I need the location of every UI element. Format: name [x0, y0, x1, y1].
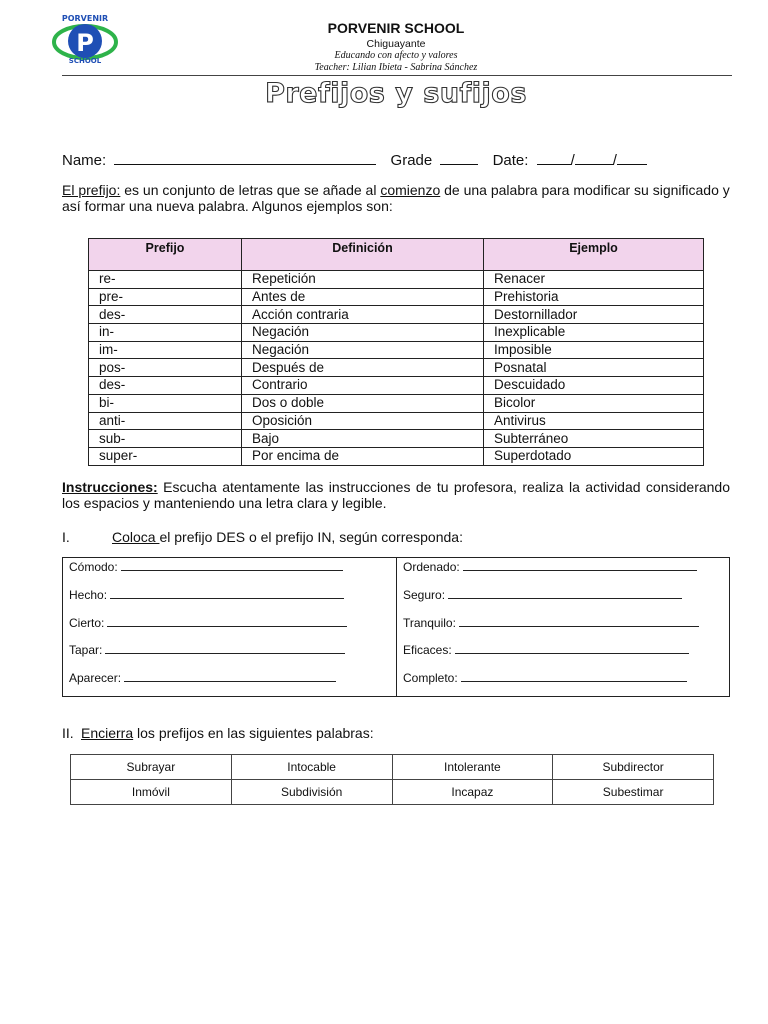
- student-info-line: [62, 150, 647, 169]
- definition-cell: Negación: [242, 341, 484, 359]
- fill-blank[interactable]: [107, 615, 347, 627]
- date-label: Date:: [492, 152, 529, 169]
- intro-term: El prefijo:: [62, 182, 121, 198]
- intro-text: es un conjunto de letras que se añade al: [120, 182, 381, 198]
- fill-item-label: Tapar:: [69, 643, 103, 657]
- example-cell: Bicolor: [484, 394, 704, 412]
- fill-item: [403, 642, 689, 657]
- word-cell[interactable]: Subestimar: [553, 780, 714, 805]
- fill-item: [69, 642, 345, 657]
- section-2-numeral: II.: [62, 725, 74, 741]
- fill-item-label: Completo:: [403, 671, 458, 685]
- date-slash: /: [570, 152, 575, 169]
- definition-cell: Repetición: [242, 271, 484, 289]
- prefix-cell: bi-: [89, 394, 242, 412]
- logo-text-bottom: SCHOOL: [68, 57, 102, 64]
- prefix-table-row: [89, 271, 704, 289]
- prefix-table-row: [89, 412, 704, 430]
- word-cell[interactable]: Inmóvil: [71, 780, 232, 805]
- definition-cell: Dos o doble: [242, 394, 484, 412]
- definition-cell: Negación: [242, 324, 484, 342]
- header-prefijo: Prefijo: [89, 239, 242, 271]
- example-cell: Antivirus: [484, 412, 704, 430]
- date-day-blank[interactable]: [537, 150, 571, 165]
- date-slash: /: [612, 152, 617, 169]
- prefix-table: [88, 238, 704, 466]
- fill-blank[interactable]: [455, 642, 689, 654]
- name-label: Name:: [62, 152, 107, 169]
- definition-cell: Por encima de: [242, 447, 484, 465]
- words-table: [70, 754, 714, 805]
- prefix-cell: in-: [89, 324, 242, 342]
- prefix-table-row: [89, 394, 704, 412]
- fill-item: [403, 670, 687, 685]
- fill-item-label: Ordenado:: [403, 560, 460, 574]
- fill-blank[interactable]: [110, 587, 344, 599]
- school-name: PORVENIR SCHOOL: [327, 20, 465, 36]
- school-motto: Educando con afecto y valores: [334, 50, 458, 61]
- fill-item: [69, 615, 347, 630]
- fill-item-label: Aparecer:: [69, 671, 122, 685]
- instructions-text: Escucha atentamente las instrucciones de tu profesora, realiza la actividad considerando los espacios y manteniendo una letra clara y legible.: [62, 479, 730, 511]
- fill-item-label: Cierto:: [69, 616, 105, 630]
- prefix-cell: sub-: [89, 430, 242, 448]
- fill-item-label: Hecho:: [69, 588, 108, 602]
- prefix-table-row: [89, 288, 704, 306]
- prefix-table-row: [89, 306, 704, 324]
- fill-item: [403, 587, 682, 602]
- section-1-numeral: I.: [62, 529, 70, 545]
- fill-item: [69, 559, 343, 574]
- example-cell: Subterráneo: [484, 430, 704, 448]
- section-1-verb: Coloca: [112, 529, 160, 545]
- example-cell: Renacer: [484, 271, 704, 289]
- prefix-table-row: [89, 377, 704, 395]
- example-cell: Destornillador: [484, 306, 704, 324]
- section-2-heading: [62, 725, 730, 741]
- worksheet-title: Prefijos y sufijos: [265, 78, 527, 109]
- prefix-cell: pre-: [89, 288, 242, 306]
- school-teacher: Teacher: Lilian Ibieta - Sabrina Sánchez: [314, 62, 478, 73]
- definition-cell: Antes de: [242, 288, 484, 306]
- header-ejemplo: Ejemplo: [484, 239, 704, 271]
- grade-blank[interactable]: [440, 150, 478, 165]
- fill-in-divider: [396, 557, 397, 697]
- prefix-cell: re-: [89, 271, 242, 289]
- example-cell: Imposible: [484, 341, 704, 359]
- prefix-table-row: [89, 447, 704, 465]
- prefix-table-header: [89, 239, 704, 271]
- word-cell[interactable]: Intocable: [231, 755, 392, 780]
- intro-paragraph: [62, 182, 730, 214]
- words-table-row: [71, 755, 714, 780]
- fill-blank[interactable]: [105, 642, 345, 654]
- intro-keyword: comienzo: [380, 182, 441, 198]
- fill-item-label: Tranquilo:: [403, 616, 456, 630]
- school-city: Chiguayante: [366, 38, 426, 50]
- header-divider: [62, 75, 732, 76]
- prefix-cell: im-: [89, 341, 242, 359]
- word-cell[interactable]: Incapaz: [392, 780, 553, 805]
- section-2-text: los prefijos en las siguientes palabras:: [133, 725, 374, 741]
- prefix-table-row: [89, 430, 704, 448]
- example-cell: Inexplicable: [484, 324, 704, 342]
- fill-blank[interactable]: [463, 559, 697, 571]
- section-1-text: el prefijo DES o el prefijo IN, según corresponda:: [159, 529, 463, 545]
- definition-cell: Después de: [242, 359, 484, 377]
- fill-item: [403, 615, 699, 630]
- prefix-table-row: [89, 324, 704, 342]
- header-definicion: Definición: [242, 239, 484, 271]
- fill-blank[interactable]: [124, 670, 336, 682]
- instructions-label: Instrucciones:: [62, 479, 158, 495]
- fill-blank[interactable]: [461, 670, 687, 682]
- fill-item-label: Cómodo:: [69, 560, 118, 574]
- prefix-cell: des-: [89, 377, 242, 395]
- fill-item-label: Seguro:: [403, 588, 446, 602]
- name-blank[interactable]: [114, 150, 376, 165]
- prefix-table-row: [89, 341, 704, 359]
- prefix-cell: anti-: [89, 412, 242, 430]
- definition-cell: Acción contraria: [242, 306, 484, 324]
- section-2-verb: Encierra: [81, 725, 134, 741]
- fill-blank[interactable]: [448, 587, 682, 599]
- word-cell[interactable]: Subdirector: [553, 755, 714, 780]
- example-cell: Posnatal: [484, 359, 704, 377]
- word-cell[interactable]: Subdivisión: [231, 780, 392, 805]
- word-cell[interactable]: Subrayar: [71, 755, 232, 780]
- example-cell: Superdotado: [484, 447, 704, 465]
- definition-cell: Oposición: [242, 412, 484, 430]
- instructions-paragraph: [62, 479, 730, 511]
- prefix-cell: des-: [89, 306, 242, 324]
- date-year-blank[interactable]: [617, 150, 647, 165]
- fill-item-label: Eficaces:: [403, 643, 452, 657]
- logo-letter: P: [76, 29, 94, 57]
- example-cell: Descuidado: [484, 377, 704, 395]
- fill-item: [403, 559, 697, 574]
- prefix-cell: pos-: [89, 359, 242, 377]
- section-1-heading: [62, 529, 730, 545]
- logo-text-top: PORVENIR: [61, 14, 109, 23]
- prefix-cell: super-: [89, 447, 242, 465]
- intro-text: de una palabra para modificar su significado y así formar una nueva palabra. Algunos ejemplos son:: [62, 182, 730, 214]
- prefix-table-row: [89, 359, 704, 377]
- fill-blank[interactable]: [121, 559, 343, 571]
- definition-cell: Bajo: [242, 430, 484, 448]
- fill-item: [69, 670, 336, 685]
- date-month-blank[interactable]: [575, 150, 613, 165]
- definition-cell: Contrario: [242, 377, 484, 395]
- fill-item: [69, 587, 344, 602]
- words-table-row: [71, 780, 714, 805]
- fill-blank[interactable]: [459, 615, 699, 627]
- grade-label: Grade: [390, 152, 433, 169]
- example-cell: Prehistoria: [484, 288, 704, 306]
- word-cell[interactable]: Intolerante: [392, 755, 553, 780]
